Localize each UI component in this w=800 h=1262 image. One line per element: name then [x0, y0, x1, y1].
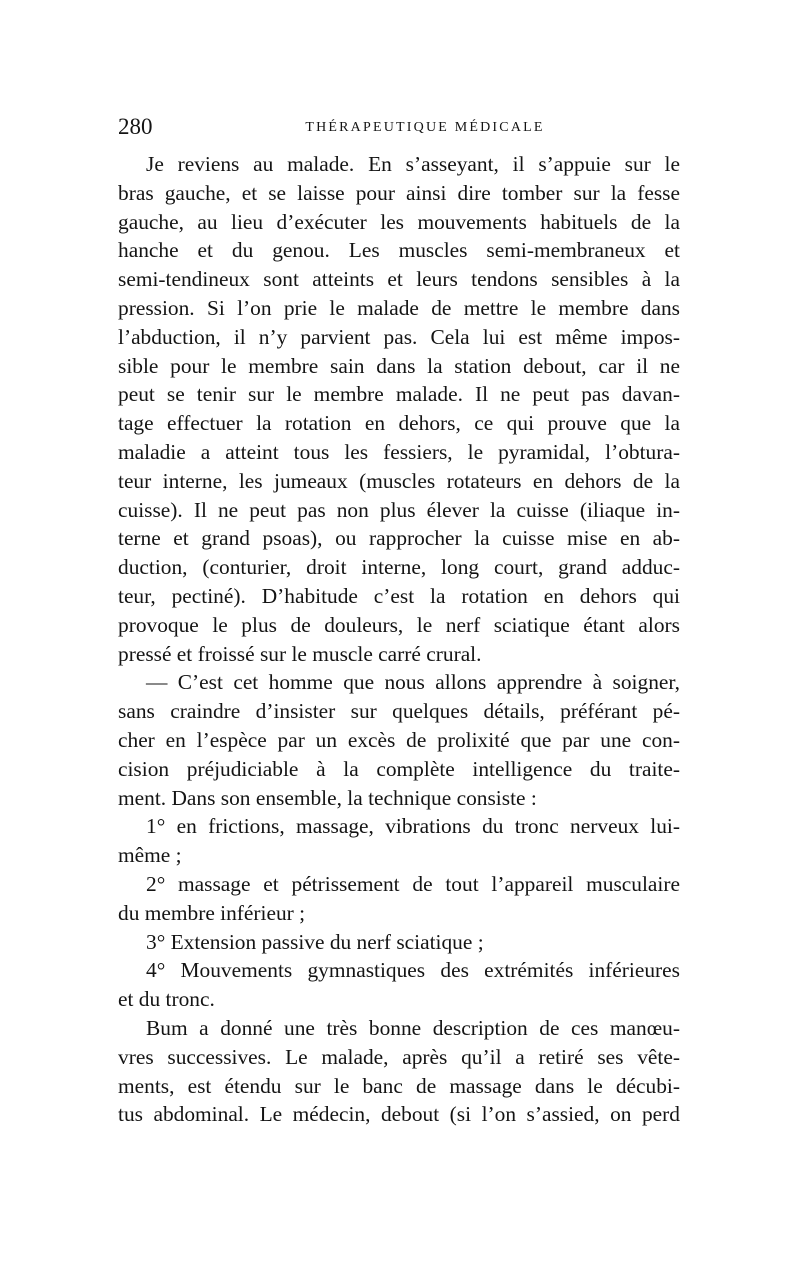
text-line: sible pour le membre sain dans la station debout, car il ne	[118, 353, 680, 378]
text-line: bras gauche, et se laisse pour ainsi dire tomber sur la fesse	[118, 180, 680, 205]
text-line: ments, est étendu sur le banc de massage dans le décubi-	[118, 1073, 680, 1098]
text-line: tage effectuer la rotation en dehors, ce qui prouve que la	[118, 411, 680, 436]
text-line: 2° massage et pétrissement de tout l’appareil musculaire	[146, 872, 680, 896]
text-line: vres successives. Le malade, après qu’il a retiré ses vête-	[118, 1044, 680, 1069]
text-line: cuisse). Il ne peut pas non plus élever la cuisse (iliaque in-	[118, 497, 680, 522]
text-line: 4° Mouvements gymnastiques des extrémités inférieures	[146, 958, 680, 983]
text-line: du membre inférieur ;	[118, 900, 306, 925]
text-line: même ;	[118, 843, 182, 868]
text-line: pression. Si l’on prie le malade de mettre le membre dans	[118, 296, 680, 320]
text-line: tus abdominal. Le médecin, debout (si l’on s’assied, on perd	[118, 1102, 680, 1127]
text-line: Bum a donné une très bonne description de ces manœu-	[146, 1016, 680, 1040]
text-line: semi-tendineux sont atteints et leurs tendons sensibles à la	[118, 267, 680, 292]
text-line: pressé et froissé sur le muscle carré crural.	[118, 641, 482, 666]
text-line: ment. Dans son ensemble, la technique consiste :	[118, 785, 537, 810]
text-line: et du tronc.	[118, 987, 215, 1012]
text-line: duction, (conturier, droit interne, long court, grand adduc-	[118, 555, 680, 580]
text-line: cision préjudiciable à la complète intelligence du traite-	[118, 756, 680, 781]
page-number: 280	[118, 114, 153, 139]
text-line: gauche, au lieu d’exécuter les mouvements habituels de la	[118, 209, 680, 234]
text-line: peut se tenir sur le membre malade. Il ne peut pas davan-	[118, 382, 680, 407]
running-title: THÉRAPEUTIQUE MÉDICALE	[305, 120, 545, 135]
text-line: l’abduction, il n’y parvient pas. Cela lui est même impos-	[118, 324, 680, 349]
text-line: cher en l’espèce par un excès de prolixité que par une con-	[118, 728, 680, 752]
text-line: sans craindre d’insister sur quelques détails, préférant pé-	[118, 699, 680, 724]
text-line: — C’est cet homme que nous allons apprendre à soigner,	[146, 670, 680, 695]
text-line: 1° en frictions, massage, vibrations du tronc nerveux lui-	[146, 814, 680, 839]
text-line: hanche et du genou. Les muscles semi-membraneux et	[118, 238, 680, 263]
text-line: terne et grand psoas), ou rapprocher la cuisse mise en ab-	[118, 526, 680, 551]
page-header	[118, 112, 680, 142]
text-line: Je reviens au malade. En s’asseyant, il s’appuie sur le	[146, 152, 680, 176]
text-line: provoque le plus de douleurs, le nerf sciatique étant alors	[118, 612, 680, 637]
text-line: teur interne, les jumeaux (muscles rotateurs en dehors de la	[118, 468, 680, 493]
text-line: teur, pectiné). D’habitude c’est la rotation en dehors qui	[118, 584, 680, 608]
text-line: 3° Extension passive du nerf sciatique ;	[146, 929, 484, 954]
text-line: maladie a atteint tous les fessiers, le pyramidal, l’obtura-	[118, 440, 680, 464]
